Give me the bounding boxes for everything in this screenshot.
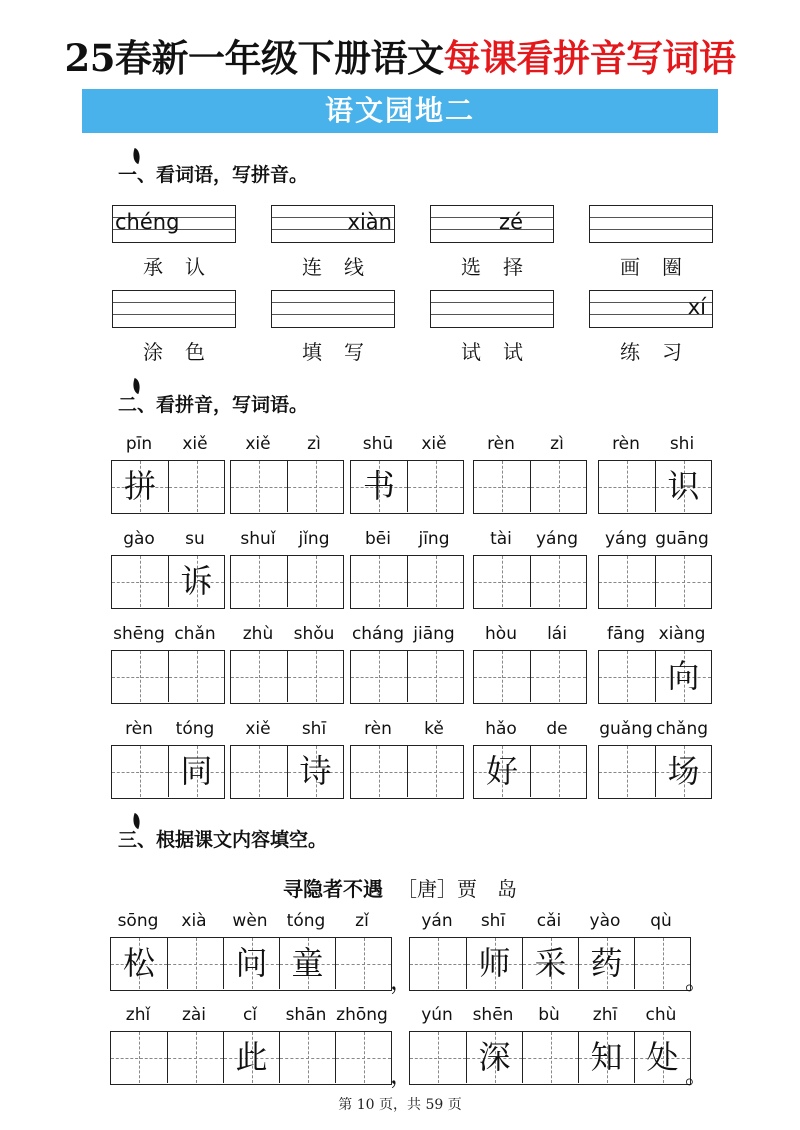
pinyin-writing-box[interactable] bbox=[430, 205, 554, 243]
pinyin-label: kě bbox=[424, 719, 444, 739]
word-label: 连线 bbox=[302, 255, 386, 279]
hanzi-char: 诉 bbox=[180, 562, 213, 600]
guide-line bbox=[599, 487, 655, 488]
pinyin-label: guǎng bbox=[599, 719, 653, 739]
tianzige-grid bbox=[598, 555, 712, 609]
guide-line bbox=[169, 487, 224, 488]
guide-line bbox=[531, 582, 586, 583]
guide-line bbox=[408, 487, 463, 488]
tianzige-grid bbox=[230, 650, 344, 704]
tianzige-grid bbox=[473, 650, 587, 704]
hanzi-char: 松 bbox=[122, 944, 155, 982]
tianzige-cell[interactable] bbox=[231, 461, 287, 512]
pinyin-label: pīn bbox=[125, 434, 153, 454]
word-label: 填写 bbox=[302, 340, 386, 364]
hanzi-char: 诗 bbox=[299, 752, 332, 790]
tianzige-cell[interactable] bbox=[655, 461, 711, 512]
guide-line bbox=[351, 677, 407, 678]
hanzi-char: 向 bbox=[667, 657, 700, 695]
tianzige-cell[interactable] bbox=[407, 461, 463, 512]
guide-line bbox=[656, 582, 711, 583]
guide-line bbox=[168, 1058, 223, 1059]
guide-line bbox=[231, 772, 287, 773]
tianzige-grid bbox=[111, 745, 225, 799]
pinyin-label: yào bbox=[589, 911, 621, 931]
hanzi-char: 好 bbox=[485, 752, 518, 790]
word-label: 画圈 bbox=[620, 255, 704, 279]
hanzi-char: 问 bbox=[235, 944, 268, 982]
pinyin-label: bù bbox=[538, 1005, 560, 1025]
tianzige-cell[interactable] bbox=[599, 746, 655, 797]
hanzi-char: 处 bbox=[646, 1038, 679, 1076]
tianzige-cell[interactable] bbox=[111, 1032, 167, 1083]
tianzige-cell[interactable] bbox=[335, 938, 391, 989]
guide-line bbox=[351, 772, 407, 773]
pinyin-label: shi bbox=[669, 434, 695, 454]
tianzige-cell[interactable] bbox=[634, 938, 690, 989]
pinyin-label: zì bbox=[550, 434, 564, 454]
pinyin-label: rèn bbox=[612, 434, 640, 454]
pinyin-label: rèn bbox=[125, 719, 153, 739]
guide-line bbox=[231, 582, 287, 583]
pinyin-answer: xiàn bbox=[347, 210, 392, 234]
pinyin-writing-box[interactable] bbox=[271, 290, 395, 328]
lesson-banner: 语文园地二 bbox=[82, 89, 718, 133]
guide-line bbox=[431, 229, 553, 230]
period-punct: 。 bbox=[685, 967, 709, 995]
hanzi-char: 识 bbox=[667, 467, 700, 505]
pinyin-answer: xí bbox=[687, 295, 706, 319]
pinyin-writing-box[interactable] bbox=[589, 290, 713, 328]
hanzi-char: 拼 bbox=[123, 467, 156, 505]
guide-line bbox=[431, 217, 553, 218]
guide-line bbox=[112, 582, 168, 583]
guide-line bbox=[112, 677, 168, 678]
guide-line bbox=[431, 314, 553, 315]
title-highlight: 每课看拼音写词语 bbox=[443, 36, 736, 80]
tianzige-cell[interactable] bbox=[407, 556, 463, 607]
pinyin-label: tài bbox=[490, 529, 512, 549]
tianzige-cell[interactable] bbox=[599, 651, 655, 702]
tianzige-cell[interactable] bbox=[474, 461, 530, 512]
tianzige-cell[interactable] bbox=[168, 746, 224, 797]
pinyin-label: gào bbox=[123, 529, 155, 549]
tianzige-cell[interactable] bbox=[335, 1032, 391, 1083]
tianzige-cell[interactable] bbox=[522, 1032, 578, 1083]
tianzige-grid bbox=[409, 1031, 691, 1085]
pinyin-label: shǒu bbox=[293, 624, 335, 644]
tianzige-cell[interactable] bbox=[474, 556, 530, 607]
tianzige-cell[interactable] bbox=[112, 651, 168, 702]
section3-heading-text: 三、根据课文内容填空。 bbox=[118, 829, 328, 851]
pinyin-label: guāng bbox=[655, 529, 709, 549]
tianzige-grid bbox=[350, 460, 464, 514]
pinyin-label: rèn bbox=[364, 719, 392, 739]
page-footer: 第 10 页，共 59 页 bbox=[338, 1097, 462, 1113]
tianzige-cell[interactable] bbox=[167, 1032, 223, 1083]
pinyin-label: yáng bbox=[535, 529, 579, 549]
hanzi-char: 师 bbox=[478, 944, 511, 982]
pinyin-label: xiě bbox=[245, 434, 271, 454]
hanzi-char: 书 bbox=[362, 467, 395, 505]
guide-line bbox=[288, 677, 343, 678]
guide-line bbox=[288, 487, 343, 488]
guide-line bbox=[474, 677, 530, 678]
guide-line bbox=[590, 229, 712, 230]
pinyin-label: sōng bbox=[117, 911, 159, 931]
tianzige-cell[interactable] bbox=[410, 1032, 466, 1083]
poem-author: ［唐］贾 岛 bbox=[397, 877, 517, 901]
word-label: 练习 bbox=[620, 340, 704, 364]
guide-line bbox=[408, 772, 463, 773]
tianzige-cell[interactable] bbox=[223, 938, 279, 989]
guide-line bbox=[523, 1058, 578, 1059]
tianzige-cell[interactable] bbox=[111, 938, 167, 989]
tianzige-grid bbox=[350, 555, 464, 609]
pinyin-label: hǎo bbox=[485, 719, 517, 739]
tianzige-cell[interactable] bbox=[599, 461, 655, 512]
tianzige-cell[interactable] bbox=[168, 461, 224, 512]
pinyin-label: zǐ bbox=[355, 911, 369, 931]
pinyin-label: jǐng bbox=[298, 529, 330, 549]
tianzige-grid bbox=[230, 745, 344, 799]
tianzige-grid bbox=[111, 460, 225, 514]
pinyin-label: zì bbox=[307, 434, 321, 454]
tianzige-grid bbox=[110, 937, 392, 991]
tianzige-cell[interactable] bbox=[407, 746, 463, 797]
pinyin-label: lái bbox=[547, 624, 567, 644]
pinyin-label: jiāng bbox=[413, 624, 455, 644]
pinyin-label: su bbox=[185, 529, 205, 549]
hanzi-char: 采 bbox=[534, 944, 567, 982]
tianzige-cell[interactable] bbox=[351, 651, 407, 702]
pinyin-label: shū bbox=[362, 434, 394, 454]
tianzige-grid bbox=[473, 555, 587, 609]
guide-line bbox=[410, 964, 466, 965]
guide-line bbox=[231, 487, 287, 488]
leaf-icon bbox=[130, 813, 143, 829]
pinyin-writing-box[interactable] bbox=[430, 290, 554, 328]
guide-line bbox=[113, 314, 235, 315]
pinyin-label: wèn bbox=[232, 911, 268, 931]
comma-punct: ， bbox=[390, 967, 414, 995]
section2-heading bbox=[118, 390, 308, 417]
tianzige-cell[interactable] bbox=[287, 461, 343, 512]
tianzige-cell[interactable] bbox=[231, 651, 287, 702]
pinyin-label: xià bbox=[181, 911, 207, 931]
guide-line bbox=[280, 1058, 335, 1059]
guide-line bbox=[635, 964, 690, 965]
section2-heading-text: 二、看拼音，写词语。 bbox=[118, 394, 309, 416]
pinyin-label: xiě bbox=[182, 434, 208, 454]
guide-line bbox=[474, 582, 530, 583]
guide-line bbox=[531, 772, 586, 773]
tianzige-cell[interactable] bbox=[112, 461, 168, 512]
pinyin-label: shī bbox=[480, 911, 506, 931]
pinyin-label: yún bbox=[421, 1005, 453, 1025]
guide-line bbox=[531, 677, 586, 678]
guide-line bbox=[111, 1058, 167, 1059]
hanzi-char: 童 bbox=[291, 944, 324, 982]
pinyin-label: shēng bbox=[113, 624, 165, 644]
tianzige-cell[interactable] bbox=[634, 1032, 690, 1083]
pinyin-label: tóng bbox=[286, 911, 326, 931]
tianzige-cell[interactable] bbox=[655, 556, 711, 607]
tianzige-cell[interactable] bbox=[279, 938, 335, 989]
hanzi-char: 同 bbox=[180, 752, 213, 790]
pinyin-label: yáng bbox=[604, 529, 648, 549]
section3-heading bbox=[118, 825, 327, 852]
guide-line bbox=[351, 582, 407, 583]
guide-line bbox=[408, 582, 463, 583]
pinyin-label: de bbox=[546, 719, 568, 739]
leaf-icon bbox=[130, 378, 143, 394]
guide-line bbox=[231, 677, 287, 678]
tianzige-cell[interactable] bbox=[223, 1032, 279, 1083]
tianzige-cell[interactable] bbox=[655, 651, 711, 702]
guide-line bbox=[531, 487, 586, 488]
guide-line bbox=[336, 1058, 391, 1059]
tianzige-cell[interactable] bbox=[522, 938, 578, 989]
guide-line bbox=[272, 314, 394, 315]
page-title bbox=[0, 28, 800, 82]
pinyin-label: bēi bbox=[365, 529, 391, 549]
tianzige-cell[interactable] bbox=[466, 1032, 522, 1083]
pinyin-label: rèn bbox=[487, 434, 515, 454]
guide-line bbox=[288, 582, 343, 583]
guide-line bbox=[168, 964, 223, 965]
guide-line bbox=[599, 772, 655, 773]
pinyin-label: yán bbox=[421, 911, 453, 931]
pinyin-label: xiě bbox=[421, 434, 447, 454]
pinyin-answer: zé bbox=[499, 210, 523, 234]
tianzige-grid bbox=[230, 555, 344, 609]
tianzige-cell[interactable] bbox=[287, 746, 343, 797]
guide-line bbox=[336, 964, 391, 965]
tianzige-grid bbox=[111, 555, 225, 609]
hanzi-char: 知 bbox=[590, 1038, 623, 1076]
tianzige-grid bbox=[110, 1031, 392, 1085]
tianzige-cell[interactable] bbox=[474, 746, 530, 797]
pinyin-label: chǎng bbox=[655, 719, 709, 739]
tianzige-cell[interactable] bbox=[655, 746, 711, 797]
tianzige-grid bbox=[473, 460, 587, 514]
pinyin-label: fāng bbox=[607, 624, 645, 644]
tianzige-cell[interactable] bbox=[530, 746, 586, 797]
tianzige-cell[interactable] bbox=[351, 556, 407, 607]
pinyin-answer: chéng bbox=[115, 210, 180, 234]
hanzi-char: 场 bbox=[667, 752, 700, 790]
tianzige-cell[interactable] bbox=[407, 651, 463, 702]
poem-name: 寻隐者不遇 bbox=[283, 877, 383, 901]
word-label: 选择 bbox=[461, 255, 545, 279]
guide-line bbox=[599, 582, 655, 583]
pinyin-writing-box[interactable] bbox=[589, 205, 713, 243]
pinyin-label: zhī bbox=[592, 1005, 618, 1025]
tianzige-cell[interactable] bbox=[112, 556, 168, 607]
tianzige-cell[interactable] bbox=[578, 938, 634, 989]
tianzige-cell[interactable] bbox=[231, 746, 287, 797]
tianzige-cell[interactable] bbox=[279, 1032, 335, 1083]
word-label: 承认 bbox=[143, 255, 227, 279]
guide-line bbox=[112, 772, 168, 773]
hanzi-char: 药 bbox=[590, 944, 623, 982]
tianzige-grid bbox=[598, 650, 712, 704]
tianzige-cell[interactable] bbox=[167, 938, 223, 989]
word-label: 试试 bbox=[461, 340, 545, 364]
pinyin-label: qù bbox=[650, 911, 672, 931]
guide-line bbox=[272, 302, 394, 303]
hanzi-char: 深 bbox=[478, 1038, 511, 1076]
tianzige-cell[interactable] bbox=[474, 651, 530, 702]
guide-line bbox=[590, 217, 712, 218]
pinyin-label: chǎn bbox=[174, 624, 216, 644]
section1-heading bbox=[118, 160, 308, 187]
pinyin-label: cǐ bbox=[242, 1005, 258, 1025]
tianzige-cell[interactable] bbox=[599, 556, 655, 607]
comma-punct: ， bbox=[390, 1061, 414, 1089]
guide-line bbox=[113, 302, 235, 303]
pinyin-label: tóng bbox=[175, 719, 215, 739]
tianzige-cell[interactable] bbox=[287, 556, 343, 607]
pinyin-label: zài bbox=[181, 1005, 207, 1025]
pinyin-label: xiě bbox=[245, 719, 271, 739]
guide-line bbox=[599, 677, 655, 678]
pinyin-writing-box[interactable] bbox=[112, 205, 236, 243]
tianzige-grid bbox=[111, 650, 225, 704]
pinyin-label: hòu bbox=[485, 624, 517, 644]
pinyin-writing-box[interactable] bbox=[112, 290, 236, 328]
guide-line bbox=[474, 487, 530, 488]
tianzige-grid bbox=[350, 650, 464, 704]
pinyin-label: xiàng bbox=[658, 624, 706, 644]
tianzige-cell[interactable] bbox=[231, 556, 287, 607]
pinyin-label: cháng bbox=[351, 624, 405, 644]
guide-line bbox=[408, 677, 463, 678]
tianzige-cell[interactable] bbox=[578, 1032, 634, 1083]
tianzige-cell[interactable] bbox=[530, 461, 586, 512]
poem-title bbox=[0, 873, 800, 902]
pinyin-label: zhù bbox=[242, 624, 274, 644]
pinyin-writing-box[interactable] bbox=[271, 205, 395, 243]
guide-line bbox=[431, 302, 553, 303]
tianzige-grid bbox=[409, 937, 691, 991]
tianzige-cell[interactable] bbox=[168, 651, 224, 702]
pinyin-label: shān bbox=[285, 1005, 327, 1025]
period-punct: 。 bbox=[685, 1061, 709, 1089]
section1-heading-text: 一、看词语，写拼音。 bbox=[118, 164, 309, 186]
guide-line bbox=[410, 1058, 466, 1059]
pinyin-label: shī bbox=[301, 719, 327, 739]
guide-line bbox=[169, 677, 224, 678]
leaf-icon bbox=[130, 148, 143, 164]
tianzige-cell[interactable] bbox=[287, 651, 343, 702]
hanzi-char: 此 bbox=[235, 1038, 268, 1076]
pinyin-label: shuǐ bbox=[240, 529, 276, 549]
tianzige-cell[interactable] bbox=[530, 651, 586, 702]
tianzige-cell[interactable] bbox=[466, 938, 522, 989]
word-label: 涂色 bbox=[143, 340, 227, 364]
title-main: 25春新一年级下册语文 bbox=[64, 36, 444, 80]
tianzige-cell[interactable] bbox=[168, 556, 224, 607]
pinyin-label: zhǐ bbox=[125, 1005, 151, 1025]
tianzige-cell[interactable] bbox=[351, 746, 407, 797]
pinyin-label: jīng bbox=[418, 529, 450, 549]
pinyin-label: shēn bbox=[472, 1005, 514, 1025]
pinyin-label: cǎi bbox=[536, 911, 562, 931]
tianzige-grid bbox=[230, 460, 344, 514]
tianzige-grid bbox=[473, 745, 587, 799]
pinyin-label: zhōng bbox=[336, 1005, 388, 1025]
tianzige-cell[interactable] bbox=[351, 461, 407, 512]
tianzige-cell[interactable] bbox=[112, 746, 168, 797]
tianzige-cell[interactable] bbox=[410, 938, 466, 989]
tianzige-grid bbox=[350, 745, 464, 799]
pinyin-label: chù bbox=[645, 1005, 677, 1025]
tianzige-grid bbox=[598, 460, 712, 514]
tianzige-grid bbox=[598, 745, 712, 799]
tianzige-cell[interactable] bbox=[530, 556, 586, 607]
